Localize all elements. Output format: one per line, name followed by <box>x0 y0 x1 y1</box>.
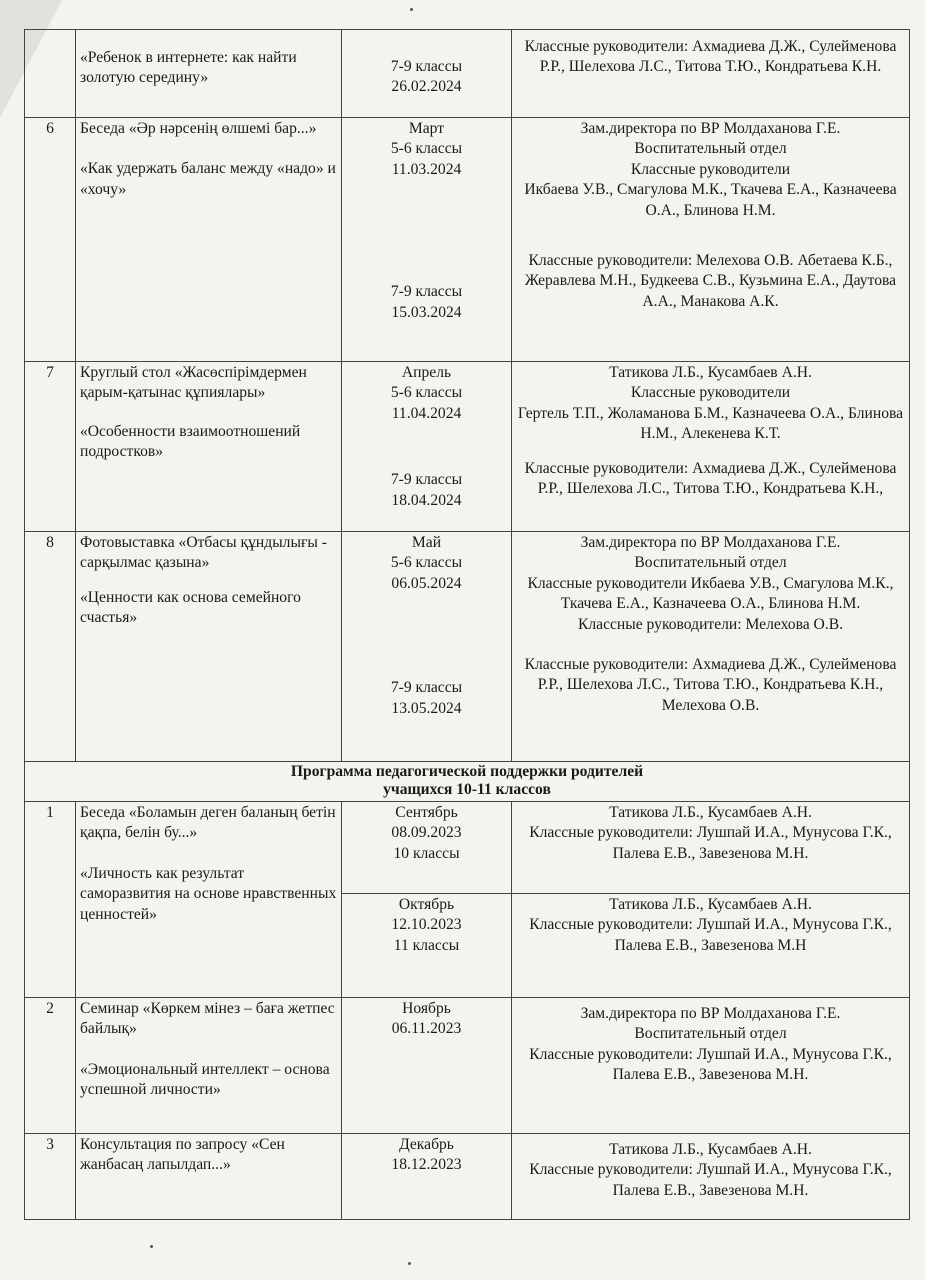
date-cell: Сентябрь 08.09.2023 10 классы <box>342 802 512 894</box>
table-row <box>25 118 910 362</box>
section-title: Программа педагогической поддержки родителей учащихся 10-11 классов <box>25 762 910 802</box>
table-row <box>25 532 910 762</box>
row-number <box>25 30 76 118</box>
date-cell: Март 5-6 классы 11.03.2024 7-9 классы 15.03.2024 <box>342 118 512 362</box>
row-number: 2 <box>25 998 76 1134</box>
event-cell: Семинар «Көркем мінез – баға жетпес байлық» «Эмоциональный интеллект – основа успешной личности» <box>76 998 342 1134</box>
event-cell: Беседа «Боламын деген баланың бетін қақпа, белін бу...» «Личность как результат саморазвития на основе нравственных ценностей» <box>76 802 342 998</box>
date-cell: Май 5-6 классы 06.05.2024 7-9 классы 13.05.2024 <box>342 532 512 762</box>
responsible-cell: Татикова Л.Б., Кусамбаев А.Н. Классные руководители: Лушпай И.А., Мунусова Г.К., Палева Е.В., Завезенова М.Н. <box>512 1134 910 1220</box>
date-cell: 7-9 классы 26.02.2024 <box>342 30 512 118</box>
responsible-cell: Татикова Л.Б., Кусамбаев А.Н. Классные руководители: Лушпай И.А., Мунусова Г.К., Палева Е.В., Завезенова М.Н. <box>512 802 910 894</box>
table-row <box>25 362 910 532</box>
event-cell: «Ребенок в интернете: как найти золотую середину» <box>76 30 342 118</box>
event-cell: Фотовыставка «Отбасы құндылығы - сарқылмас қазына» «Ценности как основа семейного счастья» <box>76 532 342 762</box>
paper-speck <box>410 8 413 11</box>
responsible-cell: Татикова Л.Б., Кусамбаев А.Н. Классные руководители Гертель Т.П., Жоламанова Б.М., Казначеева О.А., Блинова Н.М., Алекенева К.Т. Классные руководители: Ахмадиева Д.Ж., Сулейменова Р.Р., Шелехова Л.С., Титова Т.Ю., Кондратьева К.Н., <box>512 362 910 532</box>
date-cell: Декабрь 18.12.2023 <box>342 1134 512 1220</box>
row-number: 1 <box>25 802 76 998</box>
responsible-cell: Зам.директора по ВР Молдаханова Г.Е. Воспитательный отдел Классные руководители: Лушпай И.А., Мунусова Г.К., Палева Е.В., Завезенова М.Н. <box>512 998 910 1134</box>
row-number: 8 <box>25 532 76 762</box>
table-row <box>25 998 910 1134</box>
responsible-cell: Зам.директора по ВР Молдаханова Г.Е. Воспитательный отдел Классные руководители Икбаева У.В., Смагулова М.К., Ткачева Е.А., Казначеева О.А., Блинова Н.М. Классные руководители: Мелехова О.В. Классные руководители: Ахмадиева Д.Ж., Сулейменова Р.Р., Шелехова Л.С., Титова Т.Ю., Кондратьева К.Н., Мелехова О.В. <box>512 532 910 762</box>
responsible-cell: Классные руководители: Ахмадиева Д.Ж., Сулейменова Р.Р., Шелехова Л.С., Титова Т.Ю., Кондратьева К.Н. <box>512 30 910 118</box>
responsible-cell: Татикова Л.Б., Кусамбаев А.Н. Классные руководители: Лушпай И.А., Мунусова Г.К., Палева Е.В., Завезенова М.Н <box>512 894 910 998</box>
event-cell: Круглый стол «Жасөспірімдермен қарым-қатынас құпиялары» «Особенности взаимоотношений подростков» <box>76 362 342 532</box>
table-row <box>25 802 910 894</box>
date-cell: Октябрь 12.10.2023 11 классы <box>342 894 512 998</box>
schedule-table <box>24 29 910 1220</box>
section-header-row <box>25 762 910 802</box>
row-number: 3 <box>25 1134 76 1220</box>
table-row <box>25 1134 910 1220</box>
paper-speck <box>408 1262 411 1265</box>
row-number: 7 <box>25 362 76 532</box>
paper-speck <box>150 1245 153 1248</box>
responsible-cell: Зам.директора по ВР Молдаханова Г.Е. Воспитательный отдел Классные руководители Икбаева У.В., Смагулова М.К., Ткачева Е.А., Казначеева О.А., Блинова Н.М. Классные руководители: Мелехова О.В. Абетаева К.Б., Жеравлева М.Н., Будкеева С.В., Кузьмина Е.А., Даутова А.А., Манакова А.К. <box>512 118 910 362</box>
row-number: 6 <box>25 118 76 362</box>
table-row <box>25 30 910 118</box>
date-cell: Ноябрь 06.11.2023 <box>342 998 512 1134</box>
event-cell: Консультация по запросу «Сен жанбасаң лапылдап...» <box>76 1134 342 1220</box>
date-cell: Апрель 5-6 классы 11.04.2024 7-9 классы 18.04.2024 <box>342 362 512 532</box>
event-cell: Беседа «Әр нәрсенің өлшемі бар...» «Как удержать баланс между «надо» и «хочу» <box>76 118 342 362</box>
